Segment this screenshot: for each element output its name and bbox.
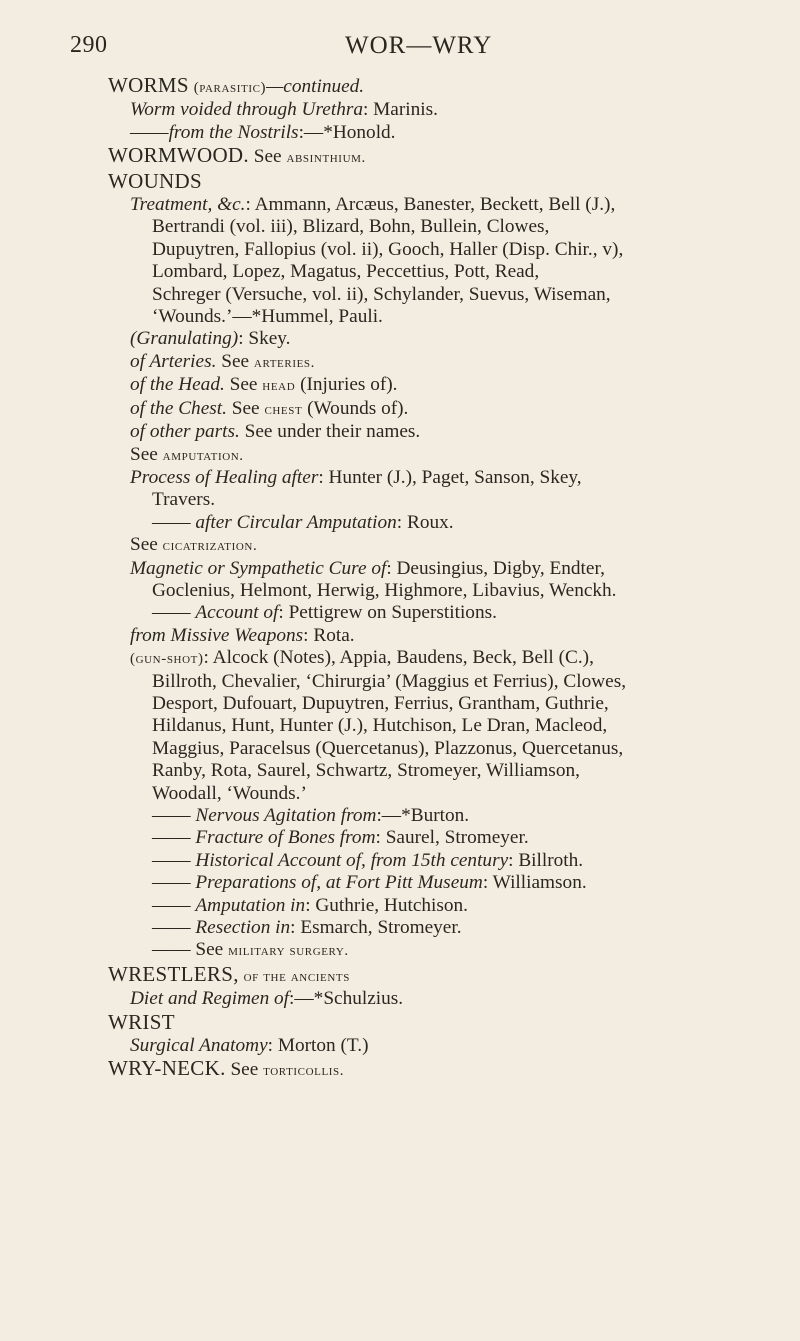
subentry: See amputation. bbox=[130, 443, 244, 465]
entry-wrist: WRIST bbox=[108, 1009, 175, 1034]
subentry: —— Preparations of, at Fort Pitt Museum: Williamson. bbox=[152, 872, 587, 894]
page-number: 290 bbox=[70, 32, 108, 58]
continuation-line: Billroth, Chevalier, ‘Chirurgia’ (Maggius et Ferrius), Clowes, bbox=[152, 670, 627, 692]
subentry: Surgical Anatomy: Morton (T.) bbox=[130, 1035, 369, 1057]
subentry: —— Historical Account of, from 15th century: Billroth. bbox=[152, 849, 584, 871]
continuation-line: Goclenius, Helmont, Herwig, Highmore, Libavius, Wenckh. bbox=[152, 579, 617, 601]
subentry: of the Chest. See chest (Wounds of). bbox=[130, 397, 409, 419]
continuation-line: Hildanus, Hunt, Hunter (J.), Hutchison, Le Dran, Macleod, bbox=[152, 715, 608, 737]
subentry: Magnetic or Sympathetic Cure of: Deusingius, Digby, Endter, bbox=[130, 557, 605, 579]
continuation-line: Lombard, Lopez, Magatus, Peccettius, Pott, Read, bbox=[152, 261, 540, 283]
subentry: —— Fracture of Bones from: Saurel, Stromeyer. bbox=[152, 827, 529, 849]
subentry: —— See military surgery. bbox=[152, 939, 349, 961]
entry-wrestlers: WRESTLERS, of the ancients bbox=[108, 961, 350, 986]
subentry: from Missive Weapons: Rota. bbox=[130, 624, 355, 646]
continuation-line: Desport, Dufouart, Dupuytren, Ferrius, Grantham, Guthrie, bbox=[152, 692, 609, 714]
continuation-line: Schreger (Versuche, vol. ii), Schylander, Suevus, Wiseman, bbox=[152, 283, 611, 305]
subentry: Diet and Regimen of:—*Schulzius. bbox=[130, 988, 404, 1010]
subentry: Treatment, &c.: Ammann, Arcæus, Banester, Beckett, Bell (J.), bbox=[130, 194, 616, 216]
subentry: —— Resection in: Esmarch, Stromeyer. bbox=[152, 917, 462, 939]
entry-wormwood: WORMWOOD. See absinthium. bbox=[108, 143, 366, 168]
continuation-line: Maggius, Paracelsus (Quercetanus), Plazzonus, Quercetanus, bbox=[152, 737, 624, 759]
entry-wounds: WOUNDS bbox=[108, 168, 202, 193]
index-body bbox=[108, 74, 768, 1083]
subentry: ——from the Nostrils:—*Honold. bbox=[130, 121, 396, 143]
subentry: Process of Healing after: Hunter (J.), Paget, Sanson, Skey, bbox=[130, 466, 582, 488]
subentry: —— after Circular Amputation: Roux. bbox=[152, 511, 454, 533]
continuation-line: Ranby, Rota, Saurel, Schwartz, Stromeyer, Williamson, bbox=[152, 760, 580, 782]
continuation-line: Bertrandi (vol. iii), Blizard, Bohn, Bullein, Clowes, bbox=[152, 216, 550, 238]
entry-wry-neck: WRY-NECK. See torticollis. bbox=[108, 1056, 345, 1081]
subentry: Worm voided through Urethra: Marinis. bbox=[130, 99, 438, 121]
subentry: —— Nervous Agitation from:—*Burton. bbox=[152, 805, 470, 826]
continuation-line: Dupuytren, Fallopius (vol. ii), Gooch, Haller (Disp. Chir., v), bbox=[152, 238, 624, 260]
subentry: of other parts. See under their names. bbox=[130, 421, 421, 443]
subentry: of the Head. See head (Injuries of). bbox=[130, 374, 398, 396]
subentry: of Arteries. See arteries. bbox=[130, 350, 315, 372]
continuation-line: Woodall, ‘Wounds.’ bbox=[152, 782, 307, 804]
entry-worms: WORMS (parasitic)—continued. bbox=[108, 73, 365, 97]
continuation-line: ‘Wounds.’—*Hummel, Pauli. bbox=[152, 306, 383, 328]
subentry: —— Account of: Pettigrew on Superstitions. bbox=[152, 602, 497, 624]
subentry: (gun-shot): Alcock (Notes), Appia, Baudens, Beck, Bell (C.), bbox=[130, 647, 594, 669]
subentry: (Granulating): Skey. bbox=[130, 328, 291, 350]
running-head: WOR—WRY bbox=[345, 32, 493, 59]
continuation-line: Travers. bbox=[152, 489, 216, 511]
subentry: See cicatrization. bbox=[130, 534, 258, 556]
subentry: —— Amputation in: Guthrie, Hutchison. bbox=[152, 894, 468, 916]
